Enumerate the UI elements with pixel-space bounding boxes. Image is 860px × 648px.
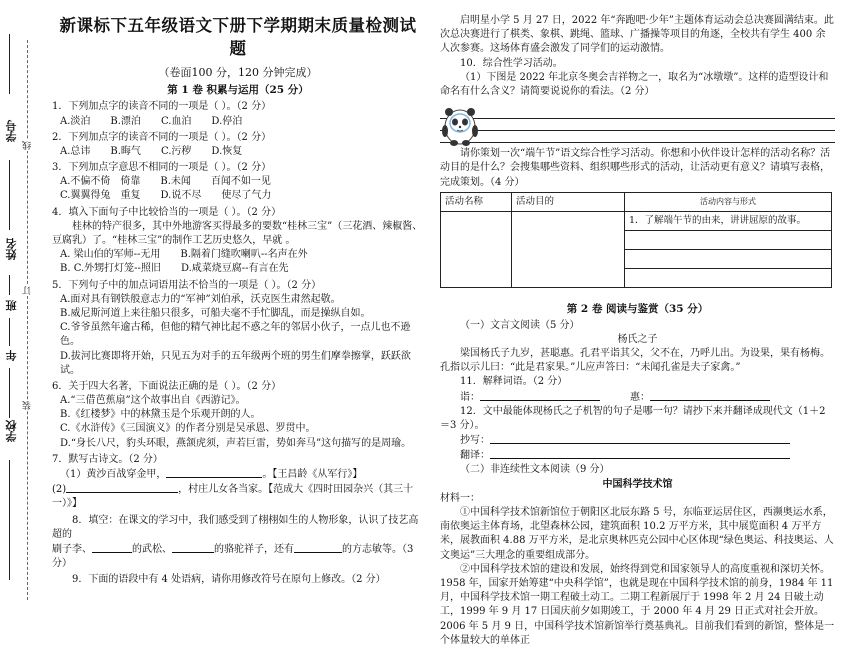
- answer-line[interactable]: [440, 119, 835, 131]
- blank-label: 翻译：: [460, 450, 490, 462]
- binding-label-nian: 年: [5, 350, 18, 361]
- question-12-copy: [440, 433, 835, 448]
- poem-source: 。【王昌龄《从军行》】: [262, 469, 363, 481]
- bing-dwen-dwen-icon: [440, 103, 480, 147]
- option: B.威尼斯河道上来往船只很多，可船夫毫不手忙脚乱，而是操纵自如。: [60, 307, 371, 319]
- table-cell[interactable]: [625, 268, 832, 287]
- option: D.“身长八尺，豹头环眼，燕颔虎须，声若巨雷，势如奔马”这句描写的是周瑜。: [60, 437, 412, 449]
- option: C.翼翼得兔: [60, 190, 111, 202]
- binding-write-line: [9, 318, 10, 346]
- option: D.恢复: [211, 145, 243, 157]
- blank-label: 诣：: [460, 391, 480, 403]
- question-7: 7．默写古诗文。（2 分）: [52, 453, 163, 465]
- option: A.总讳: [60, 145, 91, 157]
- question-1-options: [60, 115, 424, 129]
- mascot-answer-area: [440, 101, 835, 147]
- left-column: [52, 0, 424, 588]
- poem-prompt: （1）黄沙百战穿金甲，: [60, 469, 167, 481]
- table-cell-name[interactable]: [441, 211, 512, 287]
- answer-blank[interactable]: [480, 390, 600, 401]
- binding-write-line: [9, 275, 10, 295]
- answer-blank[interactable]: [92, 542, 132, 553]
- q8-text: 的武松、: [132, 543, 172, 555]
- option: 倚靠: [120, 176, 141, 188]
- option: B.《红楼梦》中的林黛玉是个乐观开朗的人。: [60, 409, 261, 421]
- question-11: 11．解释词语。（2 分）: [460, 376, 568, 388]
- question-8-end: 分）: [52, 558, 72, 570]
- q8-text: 的骆驼祥子，还有: [214, 543, 294, 555]
- option: B.未闻: [160, 176, 191, 188]
- binding-label-xingming: 姓名: [5, 238, 18, 260]
- question-3-options: [60, 189, 424, 203]
- answer-blank[interactable]: [294, 542, 342, 553]
- question-10: 10．综合性学习活动。: [460, 57, 563, 69]
- binding-write-line: [9, 160, 10, 230]
- binding-write-line: [9, 460, 10, 580]
- answer-blank[interactable]: [172, 542, 214, 553]
- question-3: 3．下列加点字意思不相同的一项是（ ）。（2 分）: [52, 162, 272, 174]
- binding-cut-xian: 线: [23, 141, 33, 150]
- blank-label: 惠：: [630, 391, 650, 403]
- option: C.爷爷虽然年逾古稀，但他的精气神比起不惑之年的邻居小伙子，一点儿也不逊色。: [60, 322, 411, 348]
- question-8: 8．填空：在课文的学习中，我们感受到了栩栩如生的人物形象，认识了技艺高超的: [52, 514, 419, 540]
- question-4-text: 桂林的特产很多，其中外地游客买得最多的要数“桂林三宝”（三花酒、辣椒酱、: [72, 220, 423, 232]
- part2-heading: 第 2 卷 阅读与鉴赏（35 分）: [566, 302, 709, 315]
- binding-label-ban: 班: [5, 300, 18, 311]
- binding-cut-zhuang: 装: [23, 401, 33, 410]
- question-3-options: [60, 175, 424, 189]
- question-9: 9．下面的语段中有 4 处语病，请你用修改符号在原句上修改。（2 分）: [72, 574, 386, 586]
- table-cell[interactable]: [625, 249, 832, 268]
- option: C.《水浒传》《三国演义》的作者分别是吴承恩、罗贯中。: [60, 423, 316, 435]
- answer-blank[interactable]: [66, 482, 178, 493]
- right-column: [440, 14, 835, 648]
- option: A.不偏不倚: [60, 176, 111, 188]
- question-6: 6．关于四大名著，下面说法正确的是（ ）。（2 分）: [52, 380, 282, 392]
- poem-source: ，村庄儿女各当家。【范成大《四时田园杂兴（其三十一）》】: [52, 484, 414, 510]
- section-nonlinear: （二）非连续性文本阅读（9 分）: [460, 464, 610, 476]
- table-header: 活动目的: [512, 192, 625, 211]
- classical-text: 梁国杨氏子九岁，甚聪惠。孔君平诣其父，父不在，乃呼儿出。为设果，果有杨梅。孔指以示儿曰：“此是君家果。”儿应声答曰：“未闻孔雀是夫子家禽。”: [440, 347, 830, 374]
- question-8-line: [52, 542, 424, 557]
- binding-label-xuexiao: 学校: [5, 420, 18, 442]
- question-4-options: [60, 248, 424, 262]
- q8-text: 刷子李、: [52, 543, 92, 555]
- poem-prompt: (2): [52, 484, 67, 496]
- option: 使尽了气力: [221, 190, 272, 202]
- table-cell-purpose[interactable]: [512, 211, 625, 287]
- question-4-options: [60, 262, 424, 276]
- option: D.停泊: [211, 115, 243, 127]
- exam-title: 新课标下五年级语文下册下学期期末质量检测试题: [59, 16, 417, 59]
- article-title: 中国科学技术馆: [602, 478, 673, 490]
- answer-blank[interactable]: [490, 448, 790, 459]
- question-10-1: （1）下图是 2022 年北京冬奥会吉祥物之一，取名为“冰墩墩”。这样的造型设计和命名有什么含义？请简要说说你的看法。（2 分）: [440, 71, 829, 97]
- option: A. 梁山伯的军师--无用: [60, 249, 161, 261]
- option: C.血泊: [160, 115, 192, 127]
- question-2-options: [60, 145, 424, 159]
- table-header: 活动内容与形式: [625, 192, 832, 211]
- answer-blank[interactable]: [650, 390, 770, 401]
- binding-cut-ding: 订: [23, 286, 33, 295]
- question-4-text: 豆腐乳）了。“桂林三宝”的制作工艺历史悠久，早就 。: [52, 235, 296, 247]
- part1-heading: 第 1 卷 积累与运用（25 分）: [167, 84, 309, 97]
- answer-blank[interactable]: [166, 467, 262, 478]
- answer-line[interactable]: [440, 131, 835, 143]
- question-4: 4．填入下面句子中比较恰当的一项是（ ）。（2 分）: [52, 206, 282, 218]
- binding-write-line: [9, 34, 10, 94]
- article-paragraph-2: ②中国科学技术馆的建设和发展，始终得到党和国家领导人的高度重视和深切关怀。1958 年，国家开始筹建“中央科学馆”，也就是现在中国科学技术馆的前身，1984 年 11 月，中国科学技术馆一期工程破土动工。二期工程新展厅于 1998 年 2 月 24 日破土动工，1999 年 9 月 17 日国庆前夕如期竣工，于 2000 年 4 月 29 日正式对社会开放。2006 年 5 月 9 日，中国科学技术馆新馆举行奠基典礼。目前我们看到的新馆，整体是一个体量较大的单体正: [440, 563, 835, 646]
- question-12: 12．文中最能体现杨氏之子机智的句子是哪一句？请抄下来并翻译成现代文（1＋2＝3 分）。: [440, 405, 826, 431]
- option: C.污秽: [160, 145, 192, 157]
- option: B. C.外甥打灯笼--照旧: [60, 263, 161, 275]
- option: D.拔河比赛即将开始，只见五为对手的五年级两个班的男生们摩拳擦掌，跃跃欲试。: [60, 350, 411, 376]
- question-12-translate: [440, 448, 835, 463]
- option: B.晦气: [110, 145, 141, 157]
- option: D.说不尽: [160, 190, 202, 202]
- binding-dashed-line: [27, 40, 28, 600]
- table-cell[interactable]: [625, 230, 832, 249]
- article-paragraph-1: ①中国科学技术馆新馆位于朝阳区北辰东路 5 号，东临亚运居住区，西濒奥运水系，南依奥运主体育场，北望森林公园，建筑面积 10.2 万平方米，其中展览面积 4 万平方米，展教面积 4.88 万平方米，是北京奥林匹克公园中心区体现“绿色奥运、科技奥运、人文奥运”三大理念的重要组成部分。: [440, 507, 834, 561]
- question-1: 1．下列加点字的读音不同的一项是（ ）。（2 分）: [52, 101, 272, 113]
- question-5: 5．下列句子中的加点词语用法不恰当的一项是（ ）。（2 分）: [52, 279, 322, 291]
- sports-paragraph: 启明星小学 5 月 27 日，2022 年“奔跑吧·少年”主题体育运动会总决赛圆满结束。此次总决赛进行了棋类、象棋、跳绳、篮球、广播操等项目的角逐，全校共有学生 400 余人次参赛。这场体育盛会激发了同学们的运动激情。: [440, 15, 834, 55]
- binding-label-xuehao: 学号: [5, 120, 18, 142]
- option: D.咸菜烧豆腐--有言在先: [180, 263, 289, 275]
- table-cell: 1．了解端午节的由来，讲讲屈原的故事。: [625, 211, 832, 230]
- answer-blank[interactable]: [490, 433, 790, 444]
- answer-line[interactable]: [440, 107, 835, 119]
- question-11-blanks: [440, 390, 835, 405]
- question-7-line-2: [52, 482, 424, 511]
- option: A.面对具有钢铁般意志力的“军神”刘伯承，沃克医生肃然起敬。: [60, 293, 341, 305]
- material-label: 材料一：: [440, 492, 480, 504]
- question-2: 2．下列加点字的读音不同的一项是（ ）。（2 分）: [52, 131, 272, 143]
- option: 百闻不如一见: [210, 176, 271, 188]
- classical-title: 杨氏之子: [617, 333, 658, 345]
- activity-plan-table: [440, 192, 832, 288]
- option: B.隔着门缝吹喇叭--名声在外: [180, 249, 308, 261]
- binding-strip: [0, 0, 40, 607]
- question-10-2: 请你策划一次“端午节”语文综合性学习活动。你想和小伙伴设计怎样的活动名称？活动目的是什么？会搜集哪些资料、组织哪些形式的活动，让活动更有意义？请填写表格，完成策划。（4 分）: [440, 148, 831, 188]
- question-7-line-1: [60, 467, 424, 482]
- option: 重复: [120, 190, 141, 202]
- exam-subtitle: （卷面100 分，120 分钟完成）: [158, 65, 318, 79]
- section-classical: （一）文言文阅读（5 分）: [460, 319, 580, 331]
- option: B.漂泊: [110, 115, 141, 127]
- binding-write-line: [9, 368, 10, 418]
- option: A.“三借芭蕉扇”这个故事出自《西游记》。: [60, 395, 246, 407]
- q8-text: 的方志敏等。（3: [342, 543, 414, 555]
- blank-label: 抄写：: [460, 435, 490, 447]
- table-header: 活动名称: [441, 192, 512, 211]
- option: A.淡泊: [60, 115, 91, 127]
